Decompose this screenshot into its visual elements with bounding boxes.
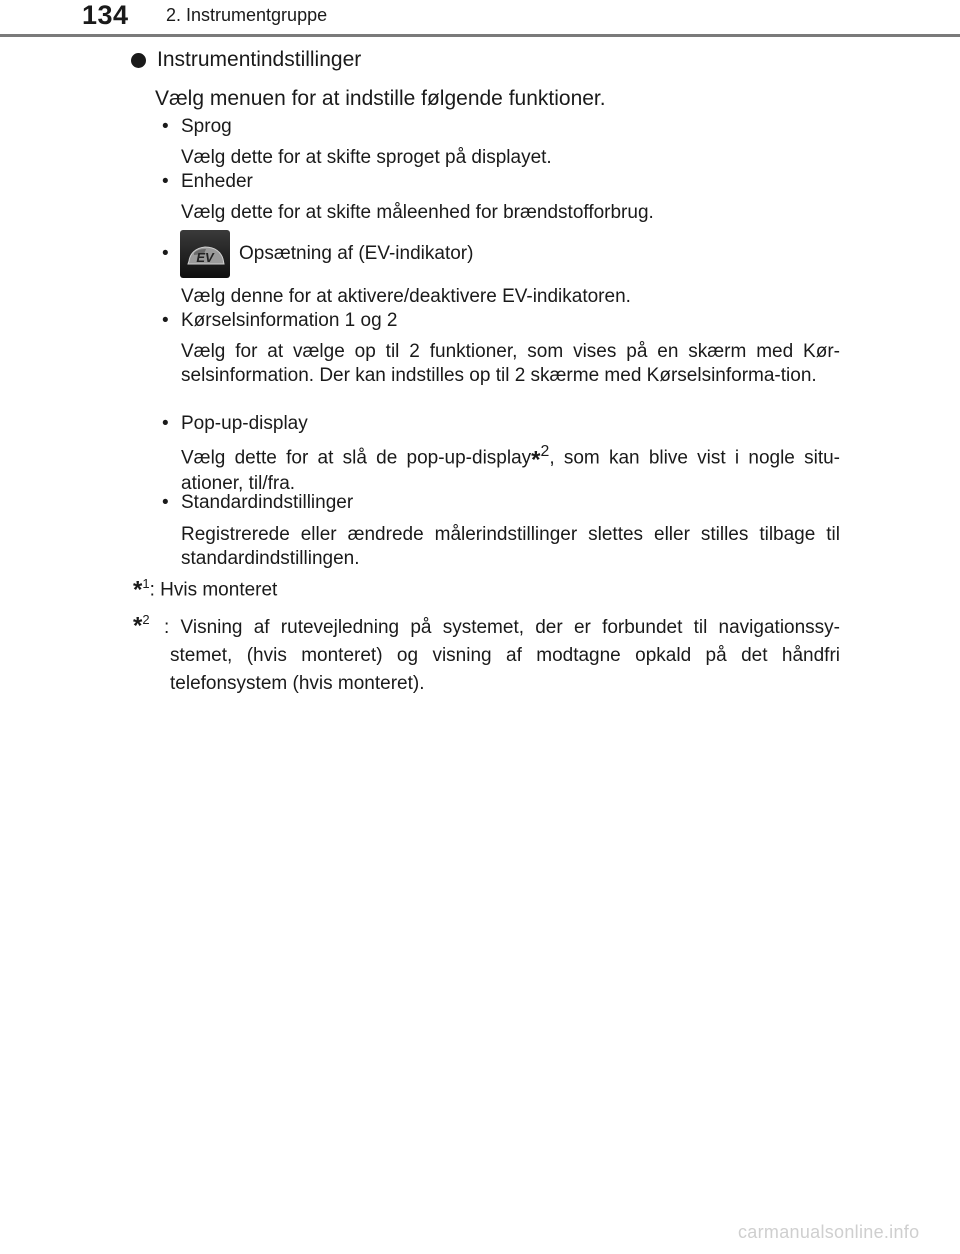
heading-bullet-icon bbox=[131, 53, 146, 68]
footnote-1: *$^1$: Hvis monteret bbox=[133, 576, 278, 604]
footnote-star: * bbox=[531, 446, 541, 474]
bullet: • bbox=[162, 116, 169, 137]
watermark: carmanualsonline.info bbox=[738, 1222, 920, 1242]
chapter-title: 2. Instrumentgruppe bbox=[166, 5, 328, 25]
section-heading bbox=[131, 48, 361, 72]
item-desc-koerselsinformation: Vælg for at vælge op til 2 funktioner, som vises på en skærm med Kør-selsinformation. Der kan indstilles op til 2 skærme med Kørselsinforma-tion. bbox=[181, 341, 840, 386]
item-title-sprog: Sprog bbox=[181, 116, 232, 137]
footnote-2-marker: *$^2$ bbox=[133, 612, 150, 640]
bullet: • bbox=[162, 413, 169, 434]
section-title: Instrumentindstillinger bbox=[157, 48, 362, 71]
svg-text:EV: EV bbox=[196, 250, 214, 265]
bullet: • bbox=[162, 243, 169, 264]
item-desc-standard: Registrerede eller ændrede målerindstillinger slettes eller stilles tilbage til standardindstillingen. bbox=[181, 524, 840, 569]
footnote-2-text: : Visning af rutevejledning på systemet, der er forbundet til navigationssy-stemet, (hvis monteret) og visning af modtagne opkald på det håndfri telefonsystem (hvis monteret). bbox=[164, 617, 840, 694]
section-intro: Vælg menuen for at indstille følgende funktioner. bbox=[155, 87, 606, 110]
bullet: • bbox=[162, 492, 169, 513]
item-title-ev: Opsætning af (EV-indikator) bbox=[239, 243, 474, 264]
item-title-standard: Standardindstillinger bbox=[181, 492, 354, 513]
bullet: • bbox=[162, 310, 169, 331]
item-desc-ev: Vælg denne for at aktivere/deaktivere EV-indikatoren. bbox=[181, 286, 631, 307]
item-desc-sprog: Vælg dette for at skifte sproget på displayet. bbox=[181, 147, 552, 168]
item-desc-popup: Vælg dette for at slå de pop-up-display*$^2$, som kan blive vist i nogle situ-ationer, til/fra. bbox=[181, 443, 840, 495]
item-title-enheder: Enheder bbox=[181, 171, 253, 192]
page-number: 134 bbox=[82, 0, 129, 30]
ev-indicator-icon bbox=[180, 230, 230, 278]
bullet: • bbox=[162, 171, 169, 192]
item-title-koerselsinformation: Kørselsinformation 1 og 2 bbox=[181, 310, 398, 331]
item-desc-enheder: Vælg dette for at skifte måleenhed for brændstofforbrug. bbox=[181, 202, 654, 223]
item-title-popup: Pop-up-display bbox=[181, 413, 308, 434]
footnote-ref: 2 bbox=[540, 443, 550, 460]
header-rule bbox=[0, 34, 960, 37]
